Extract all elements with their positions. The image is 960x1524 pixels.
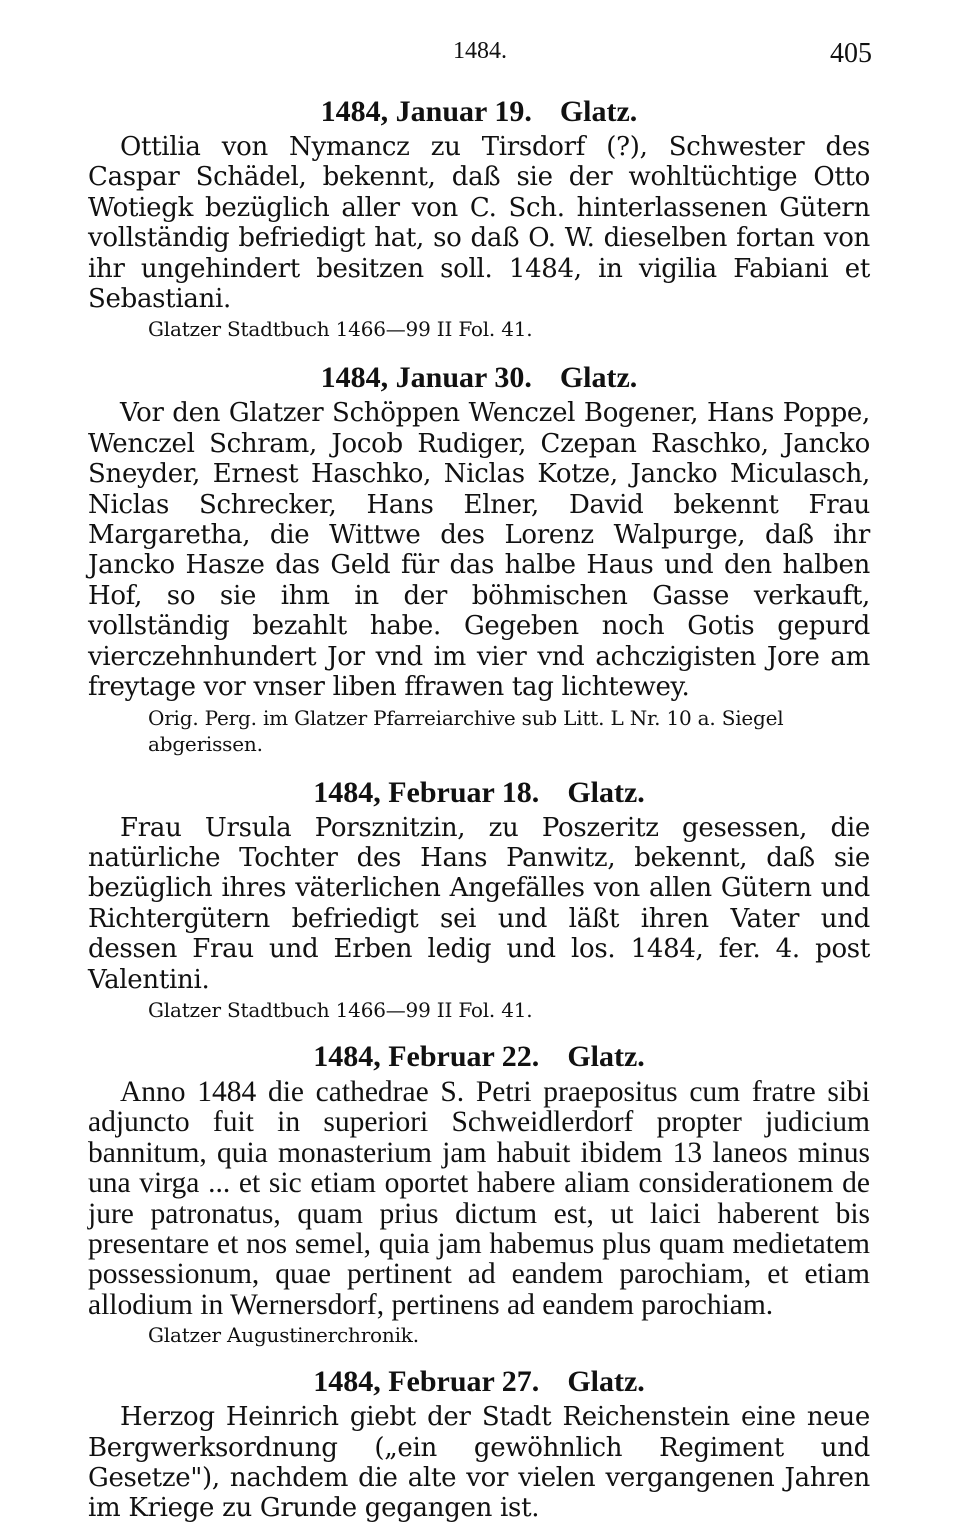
- entry-date: 1484, Januar 19.: [320, 95, 532, 128]
- entry-place: Glatz.: [559, 361, 638, 395]
- entry-heading: [88, 773, 870, 813]
- source-note: Glatzer Stadtbuch 1466—99 II Fol. 41.: [148, 317, 533, 342]
- entry-heading: [88, 358, 870, 398]
- entry-date: 1484, Februar 27.: [313, 1365, 540, 1399]
- entry-heading: [88, 1037, 870, 1077]
- entry-place: Glatz.: [559, 95, 638, 128]
- charter-entry: [88, 1037, 870, 1348]
- entry-text: Herzog Heinrich giebt der Stadt Reichenstein eine neue Bergwerksordnung („ein gewöhnlich Regiment und Gesetze"), nachdem die alte vor vielen vergangenen Jahren im Kriege zu Grunde gegangen ist.: [88, 1402, 870, 1524]
- entry-text: Frau Ursula Porsznitzin, zu Poszeritz gesessen, die natürliche Tochter des Hans Panwitz, bekennt, daß sie bezüglich ihres väterlichen Angefälles von allen Gütern und Richtergütern befriedigt sei und läßt ihren Vater und dessen Frau und Erben ledig und los. 1484, fer. 4. post Valentini.: [88, 812, 870, 995]
- entry-text: Anno 1484 die cathedrae S. Petri praepositus cum fratre sibi adjuncto fuit in superiori Schweidlerdorf propter judicium bannitum, quia monasterium jam habuit ibidem 13 laneos minus una virga ... et sic etiam oportet habere aliam considerationem de jure patronatus, quam prius dictum est, ut laici haberent bis presentare et nos semel, quia jam habemus plus quam medietatem possessionum, quae pertinent ad eandem parochiam, et etiam allodium in Wernersdorf, pertinens ad eandem parochiam.: [88, 1075, 870, 1321]
- entry-date: 1484, Januar 30.: [320, 361, 532, 395]
- entry-place: Glatz.: [567, 775, 645, 809]
- source-note: Orig. Perg. im Glatzer Pfarreiarchive sub Litt. L Nr. 10 a. Siegel abgerissen.: [148, 705, 784, 756]
- entry-heading: [88, 1362, 870, 1402]
- running-head-year: 1484.: [453, 38, 507, 64]
- page-content: [88, 92, 870, 1524]
- charter-entry: [88, 92, 870, 342]
- charter-entry: [88, 1362, 870, 1524]
- source-note: Glatzer Augustinerchronik.: [148, 1323, 419, 1348]
- charter-entry: [88, 773, 870, 1023]
- page-number: 405: [830, 38, 872, 69]
- entry-text: Ottilia von Nymancz zu Tirsdorf (?), Schwester des Caspar Schädel, bekennt, daß sie der wohltüchtige Otto Wotiegk bezüglich aller von C. Sch. hinterlassenen Gütern vollständig befriedigt hat, so daß O. W. dieselben fortan von ihr ungehindert besitzen soll. 1484, in vigilia Fabiani et Sebastiani.: [88, 132, 870, 315]
- entry-place: Glatz.: [567, 1365, 645, 1399]
- running-head: [0, 38, 960, 78]
- entry-heading: [88, 92, 870, 132]
- source-note: Glatzer Stadtbuch 1466—99 II Fol. 41.: [148, 997, 533, 1022]
- entry-date: 1484, Februar 22.: [313, 1039, 540, 1073]
- charter-entry: [88, 358, 870, 756]
- entry-text: Vor den Glatzer Schöppen Wenczel Bogener, Hans Poppe, Wenczel Schram, Jocob Rudiger, Czepan Raschko, Jancko Sneyder, Ernest Haschko, Niclas Kotze, Jancko Miculasch, Niclas Schrecker, Hans Elner, David bekennt Frau Margaretha, die Wittwe des Lorenz Walpurge, daß ihr Jancko Hasze das Geld für das halbe Haus und den halben Hof, so sie ihm in der böhmischen Gasse verkauft, vollständig bezahlt habe. Gegeben noch Gotis gepurd vierczehnhundert Jor vnd im vier vnd achczigisten Jore am freytage vor vnser liben ffrawen tag lichtewey.: [88, 398, 870, 703]
- entry-date: 1484, Februar 18.: [313, 775, 540, 809]
- entry-place: Glatz.: [567, 1039, 645, 1073]
